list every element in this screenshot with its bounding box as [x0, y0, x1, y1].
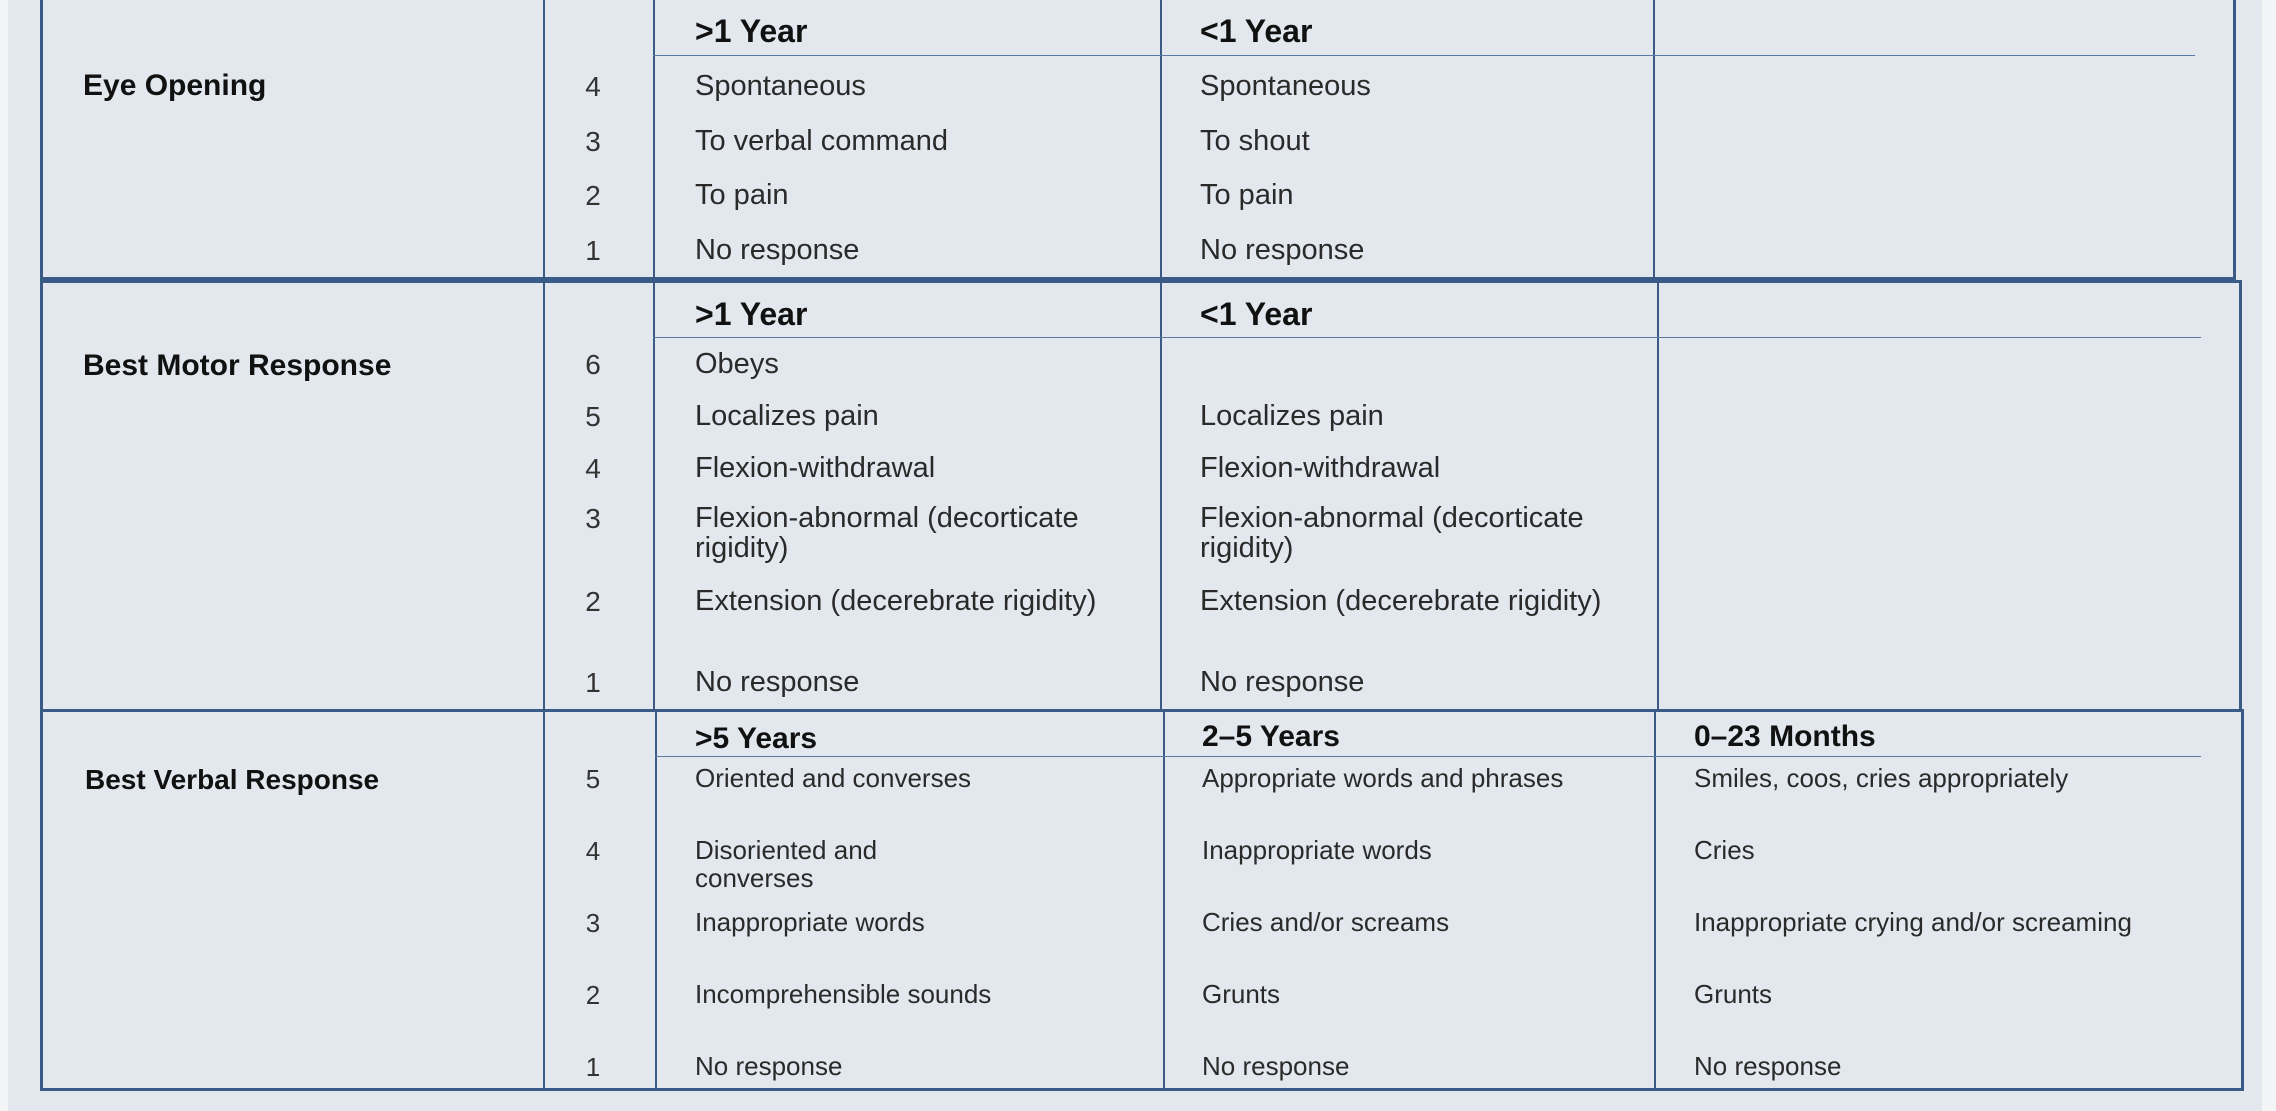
eye-opening-label: Eye Opening	[83, 69, 267, 102]
motor-gt1-cell: Obeys	[695, 348, 779, 380]
motor-score: 5	[585, 401, 601, 432]
verbal-score: 2	[585, 980, 601, 1010]
eye-gt1-cell: Spontaneous	[695, 70, 866, 102]
motor-header-gt1: >1 Year	[695, 296, 808, 332]
verbal-2to5-cell: Appropriate words and phrases	[1202, 763, 1564, 793]
motor-gt1-cell: No response	[695, 666, 860, 698]
eye-score: 3	[585, 126, 601, 157]
verbal-0to23m-cell: Inappropriate crying and/or screaming	[1694, 907, 2132, 937]
eye-opening-section	[40, 0, 2236, 280]
motor-score: 4	[585, 453, 601, 484]
gcs-table	[8, 0, 2262, 1111]
verbal-0to23m-cell: Grunts	[1694, 979, 1773, 1009]
verbal-score: 5	[585, 764, 601, 794]
verbal-2to5-cell: Grunts	[1202, 979, 1281, 1009]
verbal-score: 4	[585, 836, 601, 866]
verbal-score: 3	[585, 908, 601, 938]
verbal-gt5-cell: Oriented and converses	[695, 763, 972, 793]
motor-gt1-cell: Flexion-withdrawal	[695, 452, 936, 484]
motor-gt1-cell: Extension (decerebrate rigidity)	[695, 585, 1097, 617]
eye-score: 1	[585, 235, 601, 266]
motor-lt1-cell: Localizes pain	[1200, 400, 1384, 432]
verbal-0to23m-cell: Cries	[1694, 835, 1755, 865]
eye-header-lt1: <1 Year	[1200, 13, 1313, 49]
motor-lt1-cell: Flexion-abnormal (decorticate rigidity)	[1200, 502, 1584, 564]
eye-lt1-cell: To shout	[1200, 125, 1310, 157]
motor-gt1-cell: Localizes pain	[695, 400, 879, 432]
motor-score: 6	[585, 349, 601, 380]
motor-score: 1	[585, 667, 601, 698]
eye-gt1-cell: To verbal command	[695, 125, 949, 157]
verbal-header-2to5: 2–5 Years	[1202, 720, 1340, 753]
eye-lt1-cell: Spontaneous	[1200, 70, 1371, 102]
verbal-gt5-cell: Inappropriate words	[695, 907, 925, 937]
eye-gt1-cell: To pain	[695, 179, 789, 211]
motor-response-section	[40, 280, 2242, 712]
eye-header-gt1: >1 Year	[695, 13, 808, 49]
verbal-0to23m-cell: No response	[1694, 1051, 1842, 1081]
eye-lt1-cell: To pain	[1200, 179, 1294, 211]
eye-gt1-cell: No response	[695, 234, 860, 266]
verbal-0to23m-cell: Smiles, coos, cries appropriately	[1694, 763, 2069, 793]
verbal-header-gt5: >5 Years	[695, 722, 818, 755]
motor-lt1-cell: No response	[1200, 666, 1365, 698]
verbal-response-section	[40, 709, 2244, 1091]
motor-gt1-cell: Flexion-abnormal (decorticate rigidity)	[695, 502, 1079, 564]
eye-lt1-cell: No response	[1200, 234, 1365, 266]
verbal-gt5-cell: No response	[695, 1051, 843, 1081]
motor-lt1-cell: Flexion-withdrawal	[1200, 452, 1441, 484]
verbal-header-0to23m: 0–23 Months	[1694, 720, 1876, 753]
motor-header-lt1: <1 Year	[1200, 296, 1313, 332]
verbal-gt5-cell: Disoriented and converses	[695, 835, 878, 893]
motor-response-label: Best Motor Response	[83, 349, 392, 382]
motor-lt1-cell: Extension (decerebrate rigidity)	[1200, 585, 1602, 617]
verbal-response-label: Best Verbal Response	[85, 764, 380, 795]
verbal-score: 1	[585, 1052, 601, 1082]
eye-score: 2	[585, 180, 601, 211]
motor-score: 2	[585, 586, 601, 617]
verbal-gt5-cell: Incomprehensible sounds	[695, 979, 992, 1009]
verbal-2to5-cell: No response	[1202, 1051, 1350, 1081]
eye-score: 4	[585, 71, 601, 102]
motor-score: 3	[585, 503, 601, 534]
verbal-2to5-cell: Cries and/or screams	[1202, 907, 1450, 937]
verbal-2to5-cell: Inappropriate words	[1202, 835, 1432, 865]
